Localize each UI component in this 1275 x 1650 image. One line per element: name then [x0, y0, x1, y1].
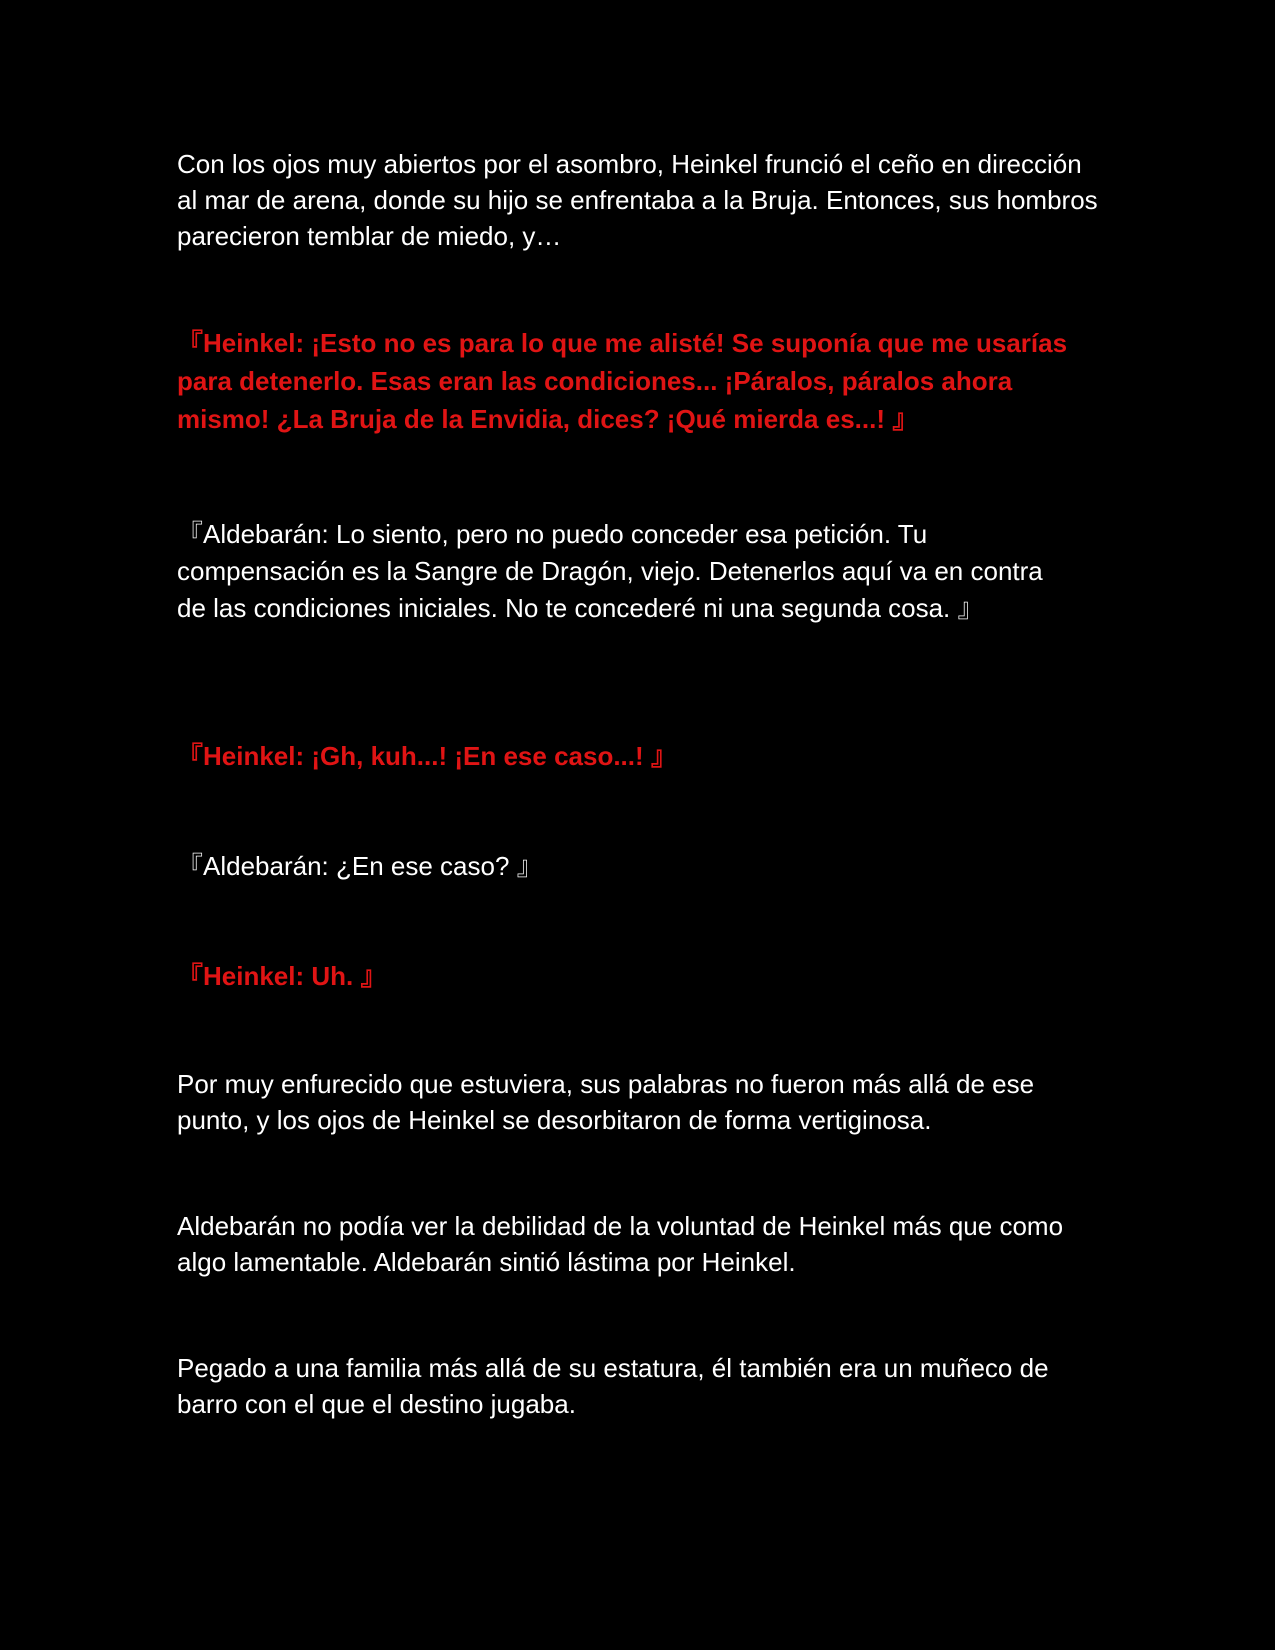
heinkel-dialogue-1: 『Heinkel: ¡Esto no es para lo que me alisté! Se suponía que me usarías para detenerlo. Esas eran las condiciones... ¡Páralos, páralos ahora mismo! ¿La Bruja de la Envidia, dices? ¡Qué mierda es...! 』 — [177, 328, 1068, 434]
heinkel-dialogue-2: 『Heinkel: ¡Gh, kuh...! ¡En ese caso...! 』 — [177, 741, 677, 771]
narration-paragraph-3: Aldebarán no podía ver la debilidad de la voluntad de Heinkel más que como algo lamentable. Aldebarán sintió lástima por Heinkel. — [177, 1211, 1064, 1277]
narration-paragraph-4: Pegado a una familia más allá de su estatura, él también era un muñeco de barro con el que el destino jugaba. — [177, 1353, 1049, 1419]
aldebaran-dialogue-2: 『Aldebarán: ¿En ese caso? 』 — [177, 851, 543, 881]
narration-paragraph-1: Con los ojos muy abiertos por el asombro, Heinkel frunció el ceño en dirección al mar de arena, donde su hijo se enfrentaba a la Bruja. Entonces, sus hombros parecieron temblar de miedo, y… — [177, 149, 1098, 251]
aldebaran-dialogue-1: 『Aldebarán: Lo siento, pero no puedo conceder esa petición. Tu compensación es la Sangre de Dragón, viejo. Detenerlos aquí va en contra de las condiciones iniciales. No te concederé ni una segunda cosa. 』 — [177, 519, 1043, 623]
narration-paragraph-2: Por muy enfurecido que estuviera, sus palabras no fueron más allá de ese punto, y los ojos de Heinkel se desorbitaron de forma vertiginosa. — [177, 1069, 1035, 1135]
heinkel-dialogue-3: 『Heinkel: Uh. 』 — [177, 961, 387, 991]
